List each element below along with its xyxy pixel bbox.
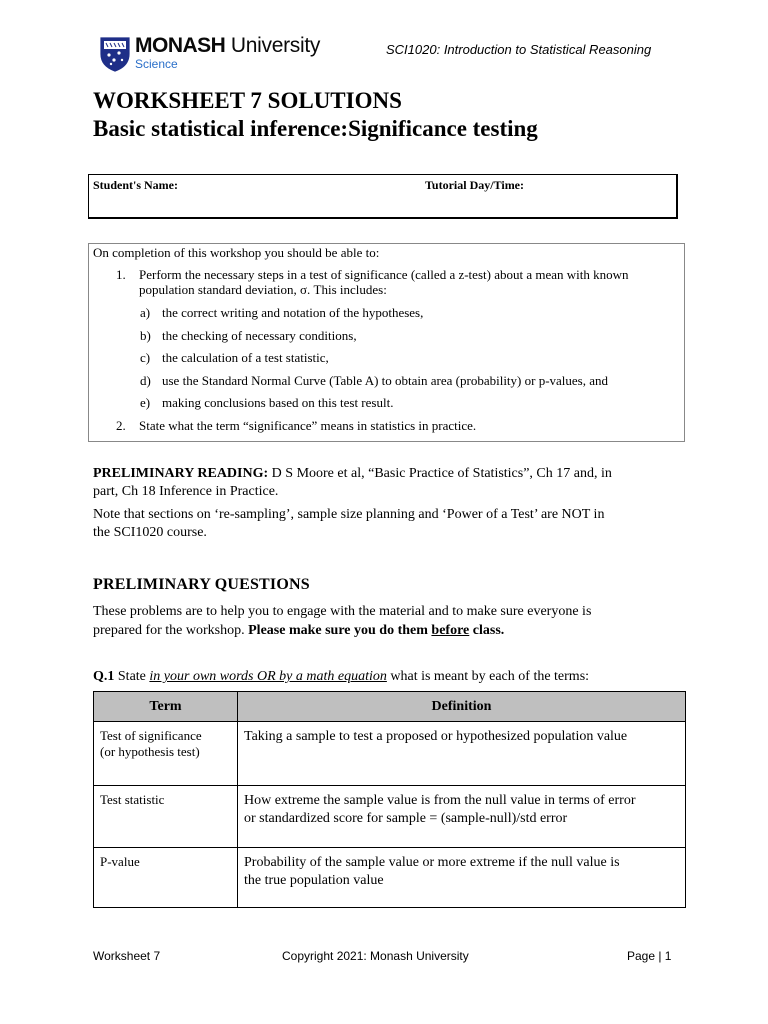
objective-text: State what the term “significance” means in statistics in practice.: [139, 418, 477, 433]
questions-intro-2: prepared for the workshop. Please make sure you do them before class.: [93, 623, 505, 638]
questions-intro-1: These problems are to help you to engage with the material and to make sure everyone is: [93, 604, 592, 619]
reading-line-2: part, Ch 18 Inference in Practice.: [93, 484, 279, 499]
footer-page-number: Page | 1: [627, 949, 672, 963]
term-cell: Test of significance (or hypothesis test): [94, 722, 238, 786]
sub-item-letter: e): [140, 395, 151, 410]
learning-objectives-box: [88, 243, 685, 442]
objective-number: 1.: [116, 267, 126, 282]
table-header-row: [94, 692, 686, 722]
definitions-table: [93, 691, 686, 908]
definition-cell: Probability of the sample value or more extreme if the null value is the true population value: [238, 848, 686, 908]
sub-item-text: making conclusions based on this test result.: [162, 395, 394, 410]
course-title: SCI1020: Introduction to Statistical Reasoning: [386, 42, 652, 57]
faculty-name: Science: [135, 57, 178, 71]
objective-text: Perform the necessary steps in a test of significance (called a z-test) about a mean with known: [139, 267, 629, 282]
sub-item-text: the calculation of a test statistic,: [162, 350, 329, 365]
brand-name: MONASH University: [135, 34, 321, 57]
footer-copyright: Copyright 2021: Monash University: [282, 949, 469, 963]
sub-item-letter: b): [140, 328, 151, 343]
table-row: [94, 848, 686, 908]
objective-number: 2.: [116, 418, 126, 433]
reading-note-1: Note that sections on ‘re-sampling’, sample size planning and ‘Power of a Test’ are NOT in: [93, 507, 605, 522]
table-row: [94, 722, 686, 786]
sub-item-text: the checking of necessary conditions,: [162, 328, 357, 343]
sub-item-text: the correct writing and notation of the hypotheses,: [162, 305, 424, 320]
objective-text: population standard deviation, σ. This includes:: [139, 282, 387, 297]
page-subtitle: Basic statistical inference:Significance testing: [93, 116, 538, 141]
monash-shield-icon: [97, 36, 133, 72]
question-1: Q.1 State in your own words OR by a math equation what is meant by each of the terms:: [93, 669, 590, 684]
column-header-definition: Definition: [238, 692, 686, 722]
sub-item-letter: a): [140, 305, 151, 320]
reading-line-1: PRELIMINARY READING: D S Moore et al, “Basic Practice of Statistics”, Ch 17 and, in: [93, 466, 612, 481]
section-heading: PRELIMINARY QUESTIONS: [93, 576, 310, 593]
sub-item-text: use the Standard Normal Curve (Table A) to obtain area (probability) or p-values, and: [162, 373, 609, 388]
table-row: [94, 786, 686, 848]
student-name-label: Student's Name:: [93, 178, 179, 192]
page-title: WORKSHEET 7 SOLUTIONS: [93, 88, 402, 113]
objectives-intro: On completion of this workshop you should be able to:: [93, 245, 380, 260]
definition-cell: How extreme the sample value is from the null value in terms of error or standardized score for sample = (sample-null)/std error: [238, 786, 686, 848]
sub-item-letter: c): [140, 350, 151, 365]
tutorial-time-label: Tutorial Day/Time:: [425, 178, 525, 192]
footer-worksheet: Worksheet 7: [93, 949, 161, 963]
term-cell: Test statistic: [94, 786, 238, 848]
term-cell: P-value: [94, 848, 238, 908]
definition-cell: Taking a sample to test a proposed or hypothesized population value: [238, 722, 686, 786]
column-header-term: Term: [94, 692, 238, 722]
student-info-box: [88, 174, 678, 219]
sub-item-letter: d): [140, 373, 151, 388]
reading-note-2: the SCI1020 course.: [93, 525, 207, 540]
